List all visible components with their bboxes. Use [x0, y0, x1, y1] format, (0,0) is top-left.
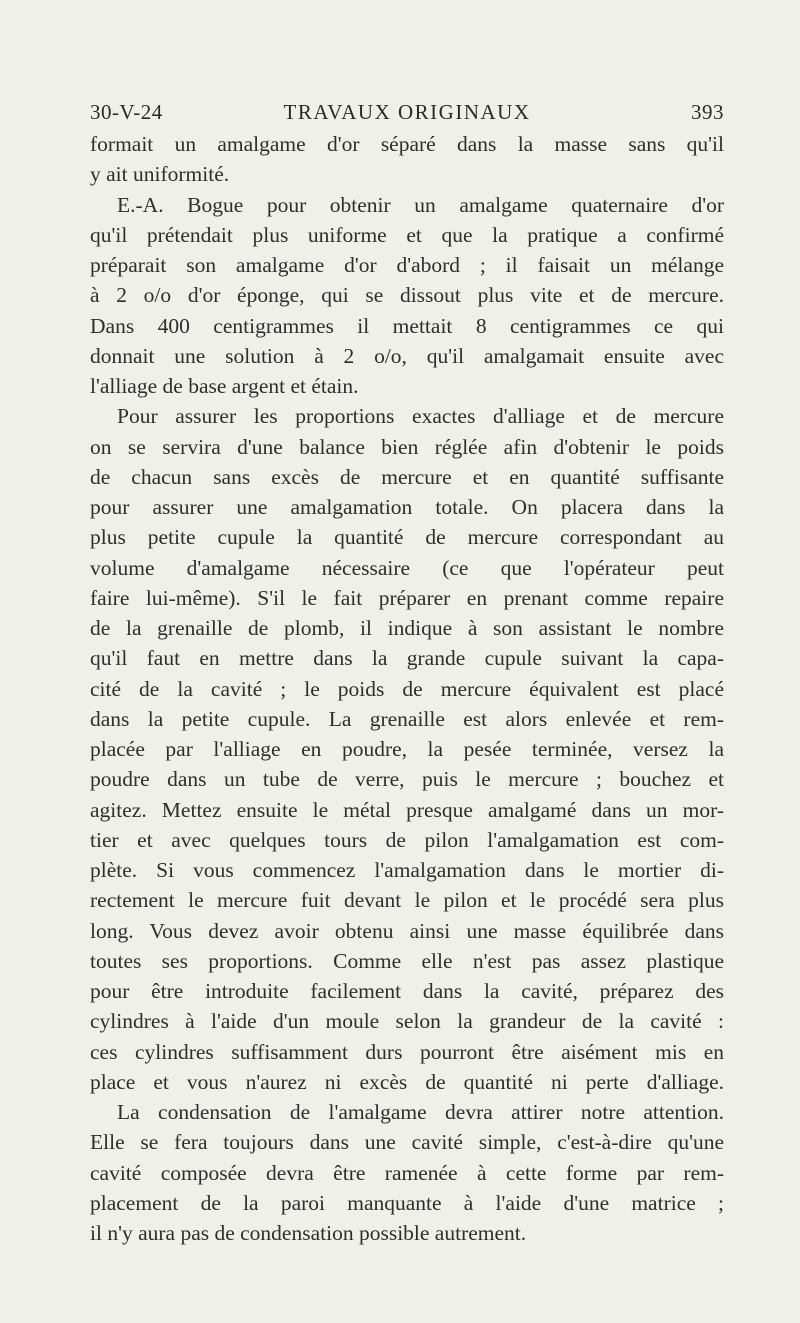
text-line: qu'il faut en mettre dans la grande cupule suivant la capa-: [90, 646, 724, 671]
text-line: La condensation de l'amalgame devra attirer notre attention.: [117, 1100, 724, 1124]
paragraph-1: [90, 129, 724, 190]
text-line: place et vous n'aurez ni excès de quantité ni perte d'alliage.: [90, 1069, 724, 1094]
text-line: long. Vous devez avoir obtenu ainsi une masse équilibrée dans: [90, 918, 724, 943]
paragraph-2: [90, 190, 724, 402]
text-line: l'alliage de base argent et étain.: [90, 374, 359, 398]
text-line: cité de la cavité ; le poids de mercure équivalent est placé: [90, 676, 724, 701]
text-line: volume d'amalgame nécessaire (ce que l'opérateur peut: [90, 555, 724, 580]
text-line: Elle se fera toujours dans une cavité simple, c'est-à-dire qu'une: [90, 1130, 724, 1155]
text-line: qu'il prétendait plus uniforme et que la pratique a confirmé: [90, 222, 724, 247]
text-line: E.-A. Bogue pour obtenir un amalgame quaternaire d'or: [117, 192, 724, 217]
paragraph-4: [90, 1097, 724, 1248]
header-title: TRAVAUX ORIGINAUX: [283, 100, 531, 124]
text-line: faire lui-même). S'il le fait préparer en prenant comme repaire: [90, 585, 724, 610]
text-line: rectement le mercure fuit devant le pilon et le procédé sera plus: [90, 888, 724, 913]
text-line: préparait son amalgame d'or d'abord ; il faisait un mélange: [90, 253, 724, 277]
text-line: à 2 o/o d'or éponge, qui se dissout plus vite et de mercure.: [90, 283, 724, 308]
text-line: pour être introduite facilement dans la cavité, préparez des: [90, 979, 724, 1003]
text-line: de la grenaille de plomb, il indique à son assistant le nombre: [90, 616, 724, 640]
text-line: de chacun sans excès de mercure et en quantité suffisante: [90, 464, 724, 489]
text-line: placement de la paroi manquante à l'aide d'une matrice ;: [90, 1190, 724, 1215]
text-line: pour assurer une amalgamation totale. On placera dans la: [90, 495, 724, 519]
text-line: toutes ses proportions. Comme elle n'est pas assez plastique: [90, 948, 724, 973]
body-text: [90, 129, 724, 1248]
text-line: cylindres à l'aide d'un moule selon la grandeur de la cavité :: [90, 1009, 724, 1034]
text-line: Dans 400 centigrammes il mettait 8 centigrammes ce qui: [90, 313, 724, 338]
text-line: il n'y aura pas de condensation possible autrement.: [90, 1221, 527, 1245]
text-line: tier et avec quelques tours de pilon l'amalgamation est com-: [90, 827, 724, 852]
text-line: dans la petite cupule. La grenaille est alors enlevée et rem-: [90, 706, 724, 731]
text-line: Pour assurer les proportions exactes d'alliage et de mercure: [117, 404, 724, 429]
text-line: formait un amalgame d'or séparé dans la masse sans qu'il: [90, 132, 724, 156]
running-header: [90, 100, 724, 130]
text-line: ces cylindres suffisamment durs pourront être aisément mis en: [90, 1039, 724, 1064]
text-line: donnait une solution à 2 o/o, qu'il amalgamait ensuite avec: [90, 343, 724, 368]
text-line: placée par l'alliage en poudre, la pesée terminée, versez la: [90, 737, 724, 761]
text-line: plus petite cupule la quantité de mercure correspondant au: [90, 525, 724, 550]
text-line: on se servira d'une balance bien réglée afin d'obtenir le poids: [90, 434, 724, 459]
page-number: 393: [691, 100, 724, 124]
text-line: agitez. Mettez ensuite le métal presque amalgamé dans un mor-: [90, 797, 724, 822]
text-line: poudre dans un tube de verre, puis le mercure ; bouchez et: [90, 767, 724, 792]
text-line: cavité composée devra être ramenée à cette forme par rem-: [90, 1160, 724, 1185]
text-line: plète. Si vous commencez l'amalgamation dans le mortier di-: [90, 858, 724, 882]
text-line: y ait uniformité.: [90, 162, 230, 187]
header-date: 30-V-24: [90, 100, 163, 124]
paragraph-3: [90, 401, 724, 1097]
